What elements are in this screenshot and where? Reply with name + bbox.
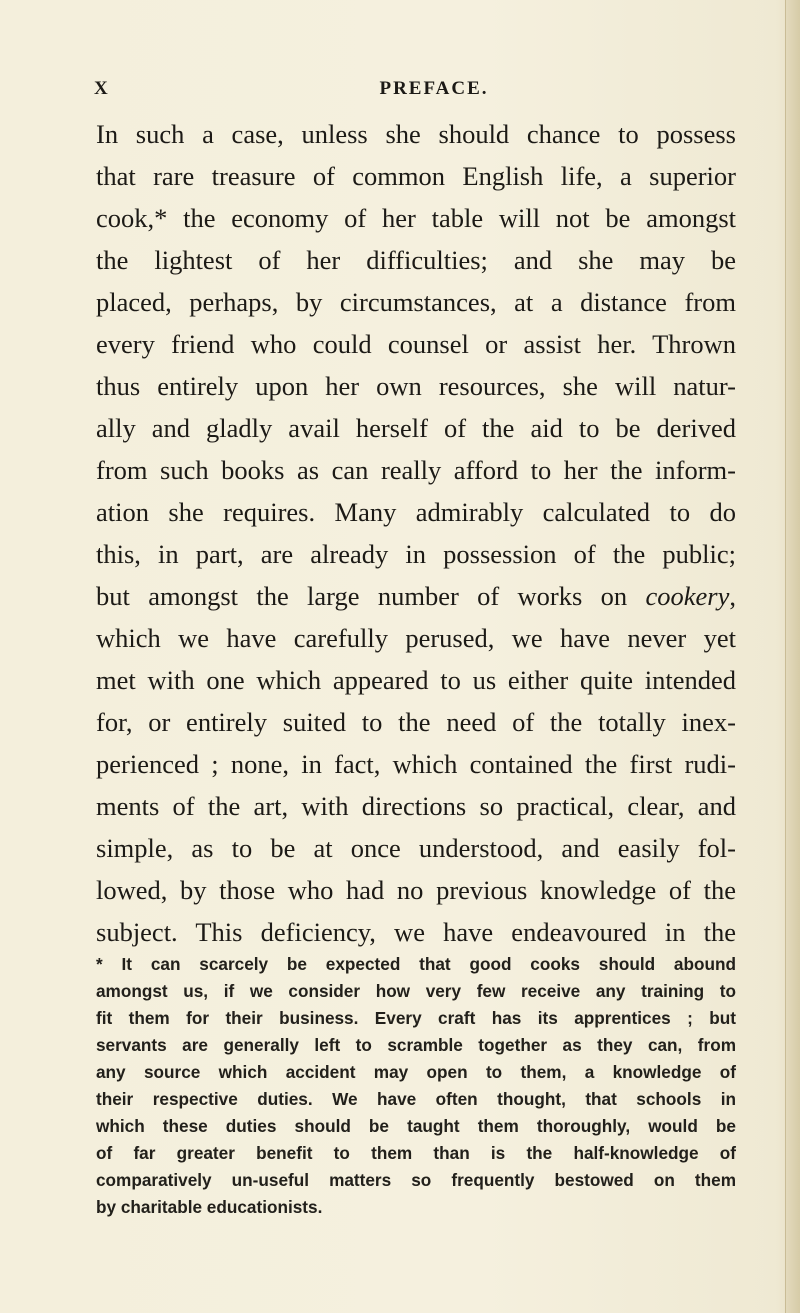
body-line: ments of the art, with directions so practical, clear, and xyxy=(96,791,736,821)
footnote xyxy=(96,951,736,1221)
body-line: the lightest of her difficulties; and she may be xyxy=(96,245,736,275)
body-line: which we have carefully perused, we have never yet xyxy=(96,623,736,653)
body-line: placed, perhaps, by circumstances, at a distance from xyxy=(96,287,736,317)
body-line-with-italic xyxy=(96,575,736,617)
body-line: thus entirely upon her own resources, she will natur- xyxy=(96,371,736,401)
body-line: In such a case, unless she should chance to possess xyxy=(96,119,736,149)
footnote-line: of far greater benefit to them than is the half-knowledge of xyxy=(96,1143,736,1163)
footnote-line: fit them for their business. Every craft has its apprentices ; but xyxy=(96,1008,736,1028)
italic-trail: , xyxy=(729,581,736,611)
body-line: every friend who could counsel or assist her. Thrown xyxy=(96,329,736,359)
body-line: cook,* the economy of her table will not be amongst xyxy=(96,203,736,233)
running-head: PREFACE. xyxy=(379,78,489,99)
page-number: X xyxy=(94,78,109,99)
footnote-line: any source which accident may open to them, a knowledge of xyxy=(96,1062,736,1082)
body-line: ation she requires. Many admirably calculated to do xyxy=(96,497,736,527)
body-line: for, or entirely suited to the need of the totally inex- xyxy=(96,707,736,737)
body-line: subject. This deficiency, we have endeavoured in the xyxy=(96,917,736,947)
footnote-line: which these duties should be taught them thoroughly, would be xyxy=(96,1116,736,1136)
body-line: that rare treasure of common English life, a superior xyxy=(96,161,736,191)
body-line: met with one which appeared to us either quite intended xyxy=(96,665,736,695)
footnote-line: their respective duties. We have often thought, that schools in xyxy=(96,1089,736,1109)
body-line: from such books as can really afford to her the inform- xyxy=(96,455,736,485)
page-header xyxy=(94,78,734,106)
italic-word: cookery xyxy=(645,581,730,611)
body-text xyxy=(96,113,736,953)
body-line-text: but amongst the large number of works on xyxy=(96,581,646,611)
footnote-line: servants are generally left to scramble together as they can, from xyxy=(96,1035,736,1055)
body-line: perienced ; none, in fact, which contained the first rudi- xyxy=(96,749,736,779)
body-line: this, in part, are already in possession of the public; xyxy=(96,539,736,569)
footnote-line: amongst us, if we consider how very few receive any training to xyxy=(96,981,736,1001)
footnote-line: by charitable educationists. xyxy=(96,1197,323,1217)
footnote-line: * It can scarcely be expected that good cooks should abound xyxy=(96,954,736,974)
body-line: lowed, by those who had no previous knowledge of the xyxy=(96,875,736,905)
footnote-line: comparatively un-useful matters so frequently bestowed on them xyxy=(96,1170,736,1190)
page-edge xyxy=(785,0,800,1313)
body-line: simple, as to be at once understood, and easily fol- xyxy=(96,833,736,863)
body-line: ally and gladly avail herself of the aid to be derived xyxy=(96,413,736,443)
